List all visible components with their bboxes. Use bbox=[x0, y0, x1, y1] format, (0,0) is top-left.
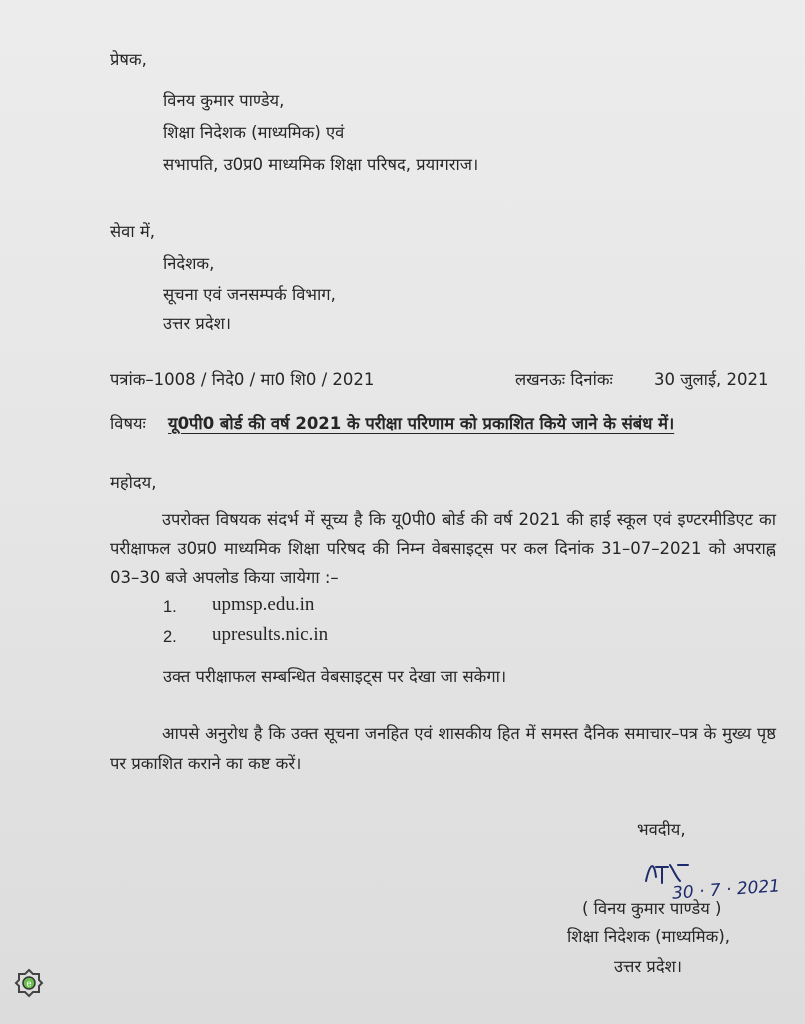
sender-name: विनय कुमार पाण्डेय, bbox=[163, 91, 285, 110]
body-paragraph-1: उपरोक्त विषयक संदर्भ में सूच्य है कि यू0पी0 बोर्ड की वर्ष 2021 की हाई स्कूल एवं इण्टरमीडिएट का परीक्षाफल उ0प्र0 माध्यमिक शिक्षा परिषद की निम्न वेबसाइट्स पर कल दिनांक 31–07–2021 को अपराह्न 03–30 बजे अपलोड किया जायेगा :– bbox=[110, 510, 776, 587]
salutation: महोदय, bbox=[110, 473, 157, 492]
recipient-designation: निदेशक, bbox=[163, 254, 215, 273]
body-paragraph-2: उक्त परीक्षाफल सम्बन्धित वेबसाइट्स पर देखा जा सकेगा। bbox=[163, 667, 507, 686]
sender-heading: प्रेषक, bbox=[110, 50, 147, 69]
recipient-department: सूचना एवं जनसम्पर्क विभाग, bbox=[163, 285, 336, 304]
place-date-label: लखनऊः दिनांकः bbox=[515, 370, 613, 389]
valediction: भवदीय, bbox=[637, 820, 686, 839]
website-number: 2. bbox=[163, 628, 177, 646]
sender-office: सभापति, उ0प्र0 माध्यमिक शिक्षा परिषद, प्रयागराज। bbox=[163, 155, 479, 174]
letter-date: 30 जुलाई, 2021 bbox=[654, 370, 769, 389]
website-number: 1. bbox=[163, 598, 177, 616]
recipient-heading: सेवा में, bbox=[110, 222, 155, 241]
subject-text: यू0पी0 बोर्ड की वर्ष 2021 के परीक्षा परिणाम को प्रकाशित किये जाने के संबंध में। bbox=[168, 414, 675, 433]
signature-date: 30 · 7 · 2021 bbox=[671, 876, 781, 904]
signatory-state: उत्तर प्रदेश। bbox=[614, 957, 683, 976]
website-link[interactable]: upmsp.edu.in bbox=[212, 594, 315, 615]
subject-label: विषयः bbox=[110, 414, 146, 433]
sender-designation: शिक्षा निदेशक (माध्यमिक) एवं bbox=[163, 123, 345, 142]
body-paragraph-3: आपसे अनुरोध है कि उक्त सूचना जनहित एवं शासकीय हित में समस्त दैनिक समाचार–पत्र के मुख्य पृष्ठ पर प्रकाशित कराने का कष्ट करें। bbox=[110, 724, 776, 773]
website-link[interactable]: upresults.nic.in bbox=[212, 624, 329, 645]
svg-text:e: e bbox=[26, 978, 32, 989]
reference-number: पत्रांक–1008 / निदे0 / मा0 शि0 / 2021 bbox=[110, 370, 375, 389]
signatory-designation: शिक्षा निदेशक (माध्यमिक), bbox=[567, 927, 731, 946]
watermark-logo-icon bbox=[14, 968, 44, 998]
signatory-name: ( विनय कुमार पाण्डेय ) bbox=[582, 899, 722, 918]
recipient-state: उत्तर प्रदेश। bbox=[163, 314, 232, 333]
